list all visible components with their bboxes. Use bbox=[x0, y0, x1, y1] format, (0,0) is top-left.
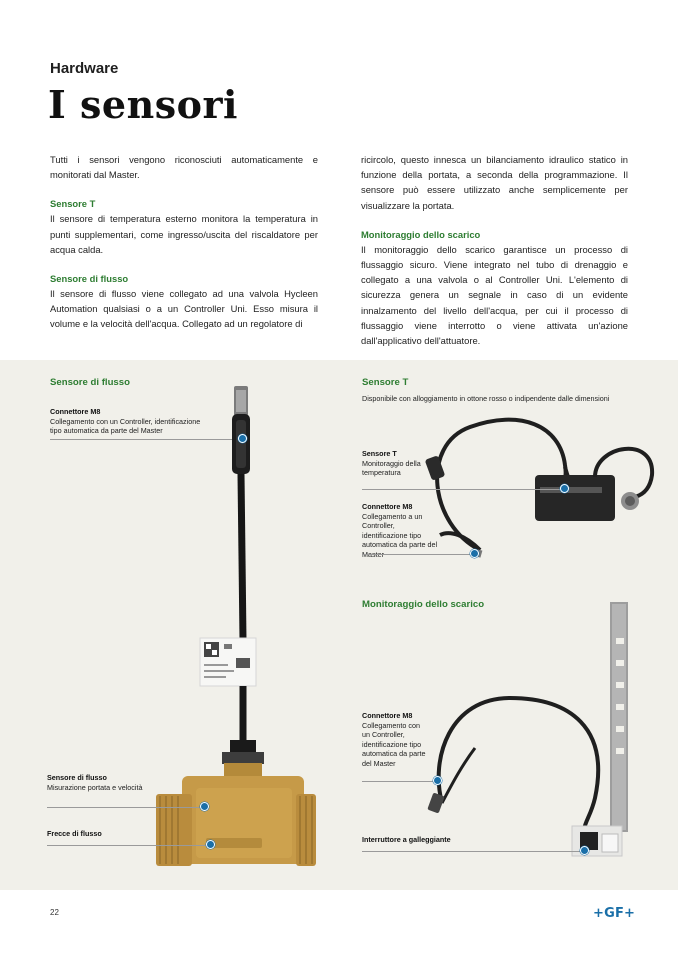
paragraph-continuation: ricircolo, questo innesca un bilanciamento idraulico statico in funzione della portata, a seconda della programmazione. Il sensore può essere utilizzato anche semplicemente per visualizzare la portata. bbox=[361, 154, 628, 211]
drain-connector-title: Connettore M8 bbox=[362, 711, 413, 720]
heading-sensore-flusso: Sensore di flusso bbox=[50, 273, 129, 285]
drain-panel-heading: Monitoraggio dello scarico bbox=[362, 599, 485, 610]
temp-panel-subtitle: Disponibile con alloggiamento in ottone rosso o indipendente dalle dimensioni bbox=[362, 394, 610, 403]
flow-sensor-leader bbox=[47, 807, 203, 808]
drain-monitor-image bbox=[420, 598, 640, 873]
page-number: 22 bbox=[50, 908, 59, 917]
temp-connector-text: Collegamento a un Controller, identificazione tipo automatica da parte del Master bbox=[362, 511, 438, 559]
page-title: I sensori bbox=[48, 82, 238, 127]
temp-connector-title: Connettore M8 bbox=[362, 502, 413, 511]
float-switch-marker bbox=[580, 846, 589, 855]
intro-paragraph: Tutti i sensori vengono riconosciuti automaticamente e monitorati dal Master. bbox=[50, 154, 318, 181]
temp-sensor-title: Sensore T bbox=[362, 449, 397, 458]
flow-sensor-title: Sensore di flusso bbox=[47, 773, 107, 782]
flow-arrows-title: Frecce di flusso bbox=[47, 829, 102, 838]
temp-sensor-text: Monitoraggio della temperatura bbox=[362, 458, 421, 478]
flow-connector-marker bbox=[238, 434, 247, 443]
intro-left-column bbox=[50, 152, 318, 346]
heading-monitoraggio-scarico: Monitoraggio dello scarico bbox=[361, 228, 481, 240]
flow-sensor-image bbox=[150, 380, 320, 870]
gf-logo: +GF+ bbox=[593, 906, 636, 921]
drain-connector-leader bbox=[362, 781, 436, 782]
temp-connector-leader bbox=[362, 554, 472, 555]
float-switch-callout bbox=[362, 835, 512, 845]
flow-connector-title: Connettore M8 bbox=[50, 407, 101, 416]
flow-sensor-callout bbox=[47, 773, 157, 792]
temperature-sensor-image bbox=[420, 405, 670, 565]
section-kicker: Hardware bbox=[50, 60, 119, 77]
heading-sensore-t: Sensore T bbox=[50, 198, 96, 210]
flow-arrows-marker bbox=[206, 840, 215, 849]
temp-panel-heading: Sensore T bbox=[362, 377, 409, 388]
flow-sensor-marker bbox=[200, 802, 209, 811]
flow-arrows-leader bbox=[47, 845, 209, 846]
flow-arrows-callout bbox=[47, 829, 167, 839]
temp-sensor-callout bbox=[362, 449, 422, 478]
flow-connector-text: Collegamento con un Controller, identificazione tipo automatica da parte del Master bbox=[50, 416, 201, 436]
drain-connector-callout bbox=[362, 711, 426, 769]
flow-panel-heading: Sensore di flusso bbox=[50, 377, 130, 388]
temp-connector-callout bbox=[362, 502, 440, 560]
paragraph-monitoraggio-scarico: Il monitoraggio dello scarico garantisce un processo di flussaggio sicuro. Viene integrato nel tubo di drenaggio e collegato a una valvola o al Controller Uni. L'elemento di sicurezza genera un segnale in caso di un evidente innalzamento del livello dell'acqua, per cui il processo di flussaggio viene interrotto o viene attivata un'azione dall'applicativo dell'attuatore. bbox=[361, 243, 628, 347]
float-switch-title: Interruttore a galleggiante bbox=[362, 835, 451, 844]
paragraph-sensore-flusso: Il sensore di flusso viene collegato ad una valvola Hycleen Automation qualsiasi o a un Controller Uni. Esso misura il volume e la velocità dell'acqua. Collegato ad un regolatore di bbox=[50, 288, 318, 330]
float-switch-leader bbox=[362, 851, 582, 852]
intro-right-column bbox=[361, 152, 628, 362]
temp-connector-marker bbox=[470, 549, 479, 558]
temp-sensor-leader bbox=[362, 489, 562, 490]
temp-sensor-marker bbox=[560, 484, 569, 493]
drain-connector-text: Collegamento con un Controller, identificazione tipo automatica da parte del Master bbox=[362, 720, 426, 768]
drain-connector-marker bbox=[433, 776, 442, 785]
paragraph-sensore-t: Il sensore di temperatura esterno monitora la temperatura in punti supplementari, come ingresso/uscita del riscaldatore per acqua calda. bbox=[50, 213, 318, 255]
flow-sensor-text: Misurazione portata e velocità bbox=[47, 782, 143, 792]
